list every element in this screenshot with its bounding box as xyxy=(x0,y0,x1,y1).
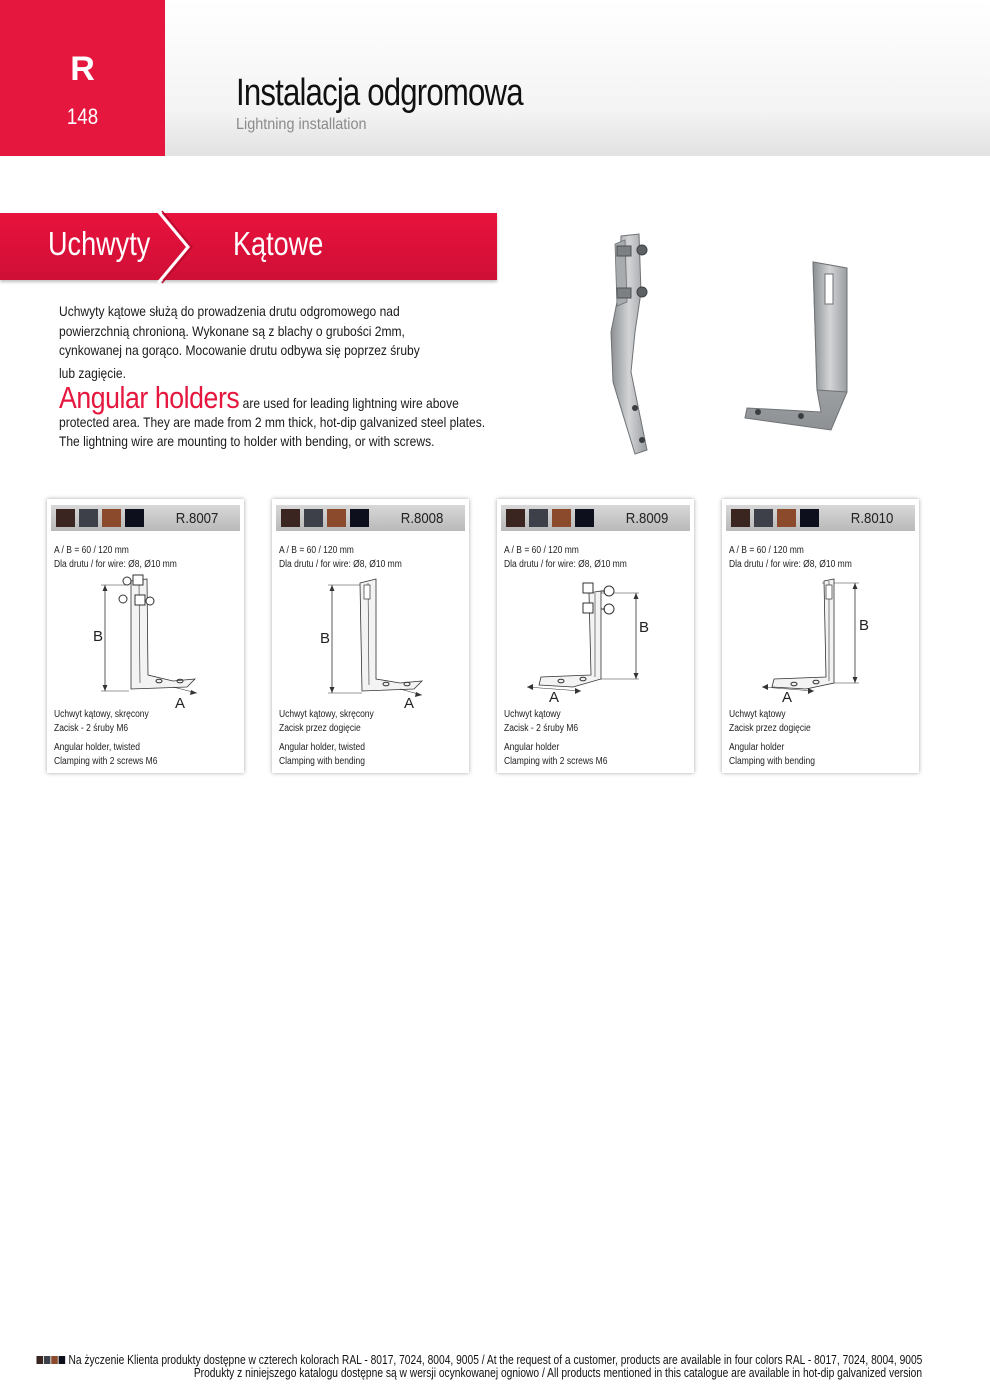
caption-en-2: Clamping with 2 screws M6 xyxy=(504,756,608,767)
technical-drawing xyxy=(722,563,919,713)
footer-swatch xyxy=(36,1356,43,1364)
color-swatch xyxy=(56,509,75,527)
dimension-label-a: A xyxy=(782,689,793,706)
card-header xyxy=(726,505,915,531)
caption-en-2: Clamping with 2 screws M6 xyxy=(54,756,158,767)
color-swatch xyxy=(552,509,571,527)
color-swatch xyxy=(125,509,144,527)
dimension-label-b: B xyxy=(639,619,650,636)
footer-swatch xyxy=(58,1356,65,1364)
caption-en-1: Angular holder xyxy=(504,742,560,753)
dimension-label-b: B xyxy=(320,630,331,647)
chevron-right-icon xyxy=(150,207,200,287)
card-header xyxy=(51,505,240,531)
description-line: powierzchnią chronioną. Wykonane są z blachy o grubości 2mm, xyxy=(59,322,405,339)
caption-en-1: Angular holder, twisted xyxy=(54,742,140,753)
product-code: R.8007 xyxy=(175,510,218,527)
description-line: Uchwyty kątowe służą do prowadzenia drutu odgromowego nad xyxy=(59,303,400,319)
technical-drawing xyxy=(272,563,469,713)
color-swatch xyxy=(350,509,369,527)
card-header xyxy=(276,505,465,531)
product-code: R.8010 xyxy=(850,510,893,527)
description-line: are used for leading lightning wire above xyxy=(239,395,459,411)
footer-swatch xyxy=(51,1356,58,1364)
page-subtitle: Lightning installation xyxy=(236,116,367,133)
description-line: cynkowanej na gorąco. Mocowanie drutu odbywa się poprzez śruby xyxy=(59,342,420,358)
footer-colors-note xyxy=(36,1353,922,1367)
product-code: R.8008 xyxy=(400,510,443,527)
banner-subcategory: Kątowe xyxy=(233,225,324,262)
description-english xyxy=(59,380,486,451)
description-polish xyxy=(59,302,420,383)
product-code: R.8009 xyxy=(625,510,668,527)
spec-dimensions: A / B = 60 / 120 mm xyxy=(279,545,354,556)
technical-drawing xyxy=(47,563,244,713)
color-swatch xyxy=(575,509,594,527)
caption-pl-2: Zacisk przez dogięcie xyxy=(279,723,361,734)
description-line: lub zagięcie. xyxy=(59,364,126,381)
dimension-label-a: A xyxy=(549,689,560,706)
dimension-label-a: A xyxy=(175,695,186,712)
caption-pl-1: Uchwyt kątowy xyxy=(729,709,786,720)
caption-en-2: Clamping with bending xyxy=(279,756,365,767)
color-swatch xyxy=(754,509,773,527)
description-line: protected area. They are made from 2 mm thick, hot-dip galvanized steel plates. xyxy=(59,414,486,430)
caption-pl-2: Zacisk - 2 śruby M6 xyxy=(54,723,129,734)
spec-dimensions: A / B = 60 / 120 mm xyxy=(54,545,129,556)
section-tab xyxy=(0,0,165,156)
spec-wire: Dla drutu / for wire: Ø8, Ø10 mm xyxy=(279,559,402,570)
caption-pl-1: Uchwyt kątowy, skręcony xyxy=(279,709,374,720)
product-card xyxy=(497,499,694,773)
spec-wire: Dla drutu / for wire: Ø8, Ø10 mm xyxy=(54,559,177,570)
color-swatch xyxy=(327,509,346,527)
color-swatch xyxy=(304,509,323,527)
color-swatch xyxy=(800,509,819,527)
footer-text-1: Na życzenie Klienta produkty dostępne w czterech kolorach RAL - 8017, 7024, 8004, 9005 / At the request of a customer, products are available in four colors RAL - 8017, 7024, 8004, 9005 xyxy=(68,1353,923,1367)
description-line: The lightning wire are mounting to holder with bending, or with screws. xyxy=(59,433,435,449)
caption-en-2: Clamping with bending xyxy=(729,756,815,767)
spec-wire: Dla drutu / for wire: Ø8, Ø10 mm xyxy=(729,559,852,570)
caption-en-1: Angular holder xyxy=(729,742,785,753)
dimension-label-a: A xyxy=(404,695,415,712)
spec-dimensions: A / B = 60 / 120 mm xyxy=(504,545,579,556)
product-card xyxy=(47,499,244,773)
color-swatch xyxy=(777,509,796,527)
caption-en-1: Angular holder, twisted xyxy=(279,742,365,753)
color-swatch xyxy=(506,509,525,527)
banner-category: Uchwyty xyxy=(48,225,151,262)
page-number: 148 xyxy=(66,104,99,129)
caption-pl-1: Uchwyt kątowy, skręcony xyxy=(54,709,149,720)
section-letter: R xyxy=(70,50,95,88)
color-swatch xyxy=(529,509,548,527)
color-swatch xyxy=(731,509,750,527)
dimension-label-b: B xyxy=(859,617,870,634)
caption-pl-1: Uchwyt kątowy xyxy=(504,709,561,720)
product-photo xyxy=(595,222,895,462)
page-title: Instalacja odgromowa xyxy=(236,72,523,114)
color-swatch xyxy=(79,509,98,527)
description-lead: Angular holders xyxy=(59,380,240,415)
caption-pl-2: Zacisk - 2 śruby M6 xyxy=(504,723,579,734)
caption-pl-2: Zacisk przez dogięcie xyxy=(729,723,811,734)
spec-wire: Dla drutu / for wire: Ø8, Ø10 mm xyxy=(504,559,627,570)
footer-galvanized-note: Produkty z niniejszego katalogu dostępne są w wersji ocynkowanej ogniowo / All products mentioned in this catalogue are available in hot-dip galvanized version xyxy=(193,1366,922,1380)
card-header xyxy=(501,505,690,531)
footer-swatch xyxy=(43,1356,50,1364)
color-swatch xyxy=(102,509,121,527)
technical-drawing xyxy=(497,563,694,713)
product-card xyxy=(722,499,919,773)
category-banner xyxy=(0,213,497,280)
color-swatch xyxy=(281,509,300,527)
product-card xyxy=(272,499,469,773)
spec-dimensions: A / B = 60 / 120 mm xyxy=(729,545,804,556)
dimension-label-b: B xyxy=(93,628,104,645)
